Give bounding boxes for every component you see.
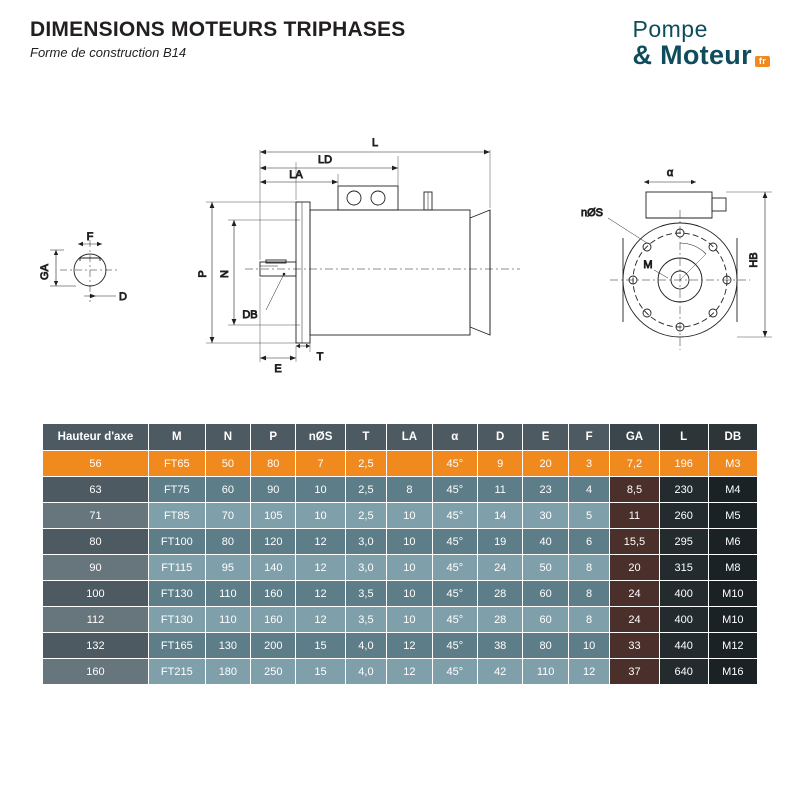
table-cell: 10 <box>387 529 432 555</box>
table-cell: 19 <box>478 529 523 555</box>
col-d: D <box>478 424 523 451</box>
table-cell: 38 <box>478 633 523 659</box>
table-cell: 3 <box>568 451 610 477</box>
table-cell: M10 <box>708 607 757 633</box>
table-header-row <box>43 424 758 451</box>
table-cell: 45° <box>432 477 477 503</box>
table-cell: M5 <box>708 503 757 529</box>
table-cell: 11 <box>478 477 523 503</box>
table-cell: 8 <box>568 555 610 581</box>
table-cell: 45° <box>432 659 477 685</box>
logo-line-1: Pompe <box>632 16 708 42</box>
table-row <box>43 633 758 659</box>
table-cell: 110 <box>523 659 568 685</box>
table-cell: 10 <box>387 503 432 529</box>
table-cell: FT100 <box>148 529 205 555</box>
table-cell: 640 <box>659 659 708 685</box>
table-cell: FT165 <box>148 633 205 659</box>
table-row <box>43 581 758 607</box>
table-row <box>43 451 758 477</box>
table-cell: 140 <box>251 555 296 581</box>
table-cell: FT215 <box>148 659 205 685</box>
table-cell: 100 <box>43 581 149 607</box>
table-cell: FT115 <box>148 555 205 581</box>
table-cell: FT75 <box>148 477 205 503</box>
table-cell: M4 <box>708 477 757 503</box>
table-cell: 45° <box>432 555 477 581</box>
table-cell: 45° <box>432 451 477 477</box>
table-cell: 70 <box>205 503 250 529</box>
table-cell: 8,5 <box>610 477 659 503</box>
table-cell: 5 <box>568 503 610 529</box>
table-cell: 12 <box>387 633 432 659</box>
dimensions-table-wrapper <box>42 423 758 685</box>
table-cell: 12 <box>387 659 432 685</box>
table-cell: 4,0 <box>345 633 387 659</box>
table-cell: 2,5 <box>345 503 387 529</box>
table-cell: 315 <box>659 555 708 581</box>
col-hauteur-daxe: Hauteur d'axe <box>43 424 149 451</box>
table-cell: 28 <box>478 581 523 607</box>
col-db: DB <box>708 424 757 451</box>
table-cell: FT130 <box>148 581 205 607</box>
table-cell: 160 <box>251 607 296 633</box>
label-e: E <box>274 363 282 375</box>
table-cell: 24 <box>610 607 659 633</box>
table-cell: 20 <box>610 555 659 581</box>
table-row <box>43 529 758 555</box>
table-cell: 400 <box>659 607 708 633</box>
label-d-left: D <box>119 291 127 303</box>
table-cell: 3,5 <box>345 581 387 607</box>
table-cell: 80 <box>251 451 296 477</box>
table-cell: 95 <box>205 555 250 581</box>
table-cell: M12 <box>708 633 757 659</box>
col-f: F <box>568 424 610 451</box>
table-cell: 80 <box>43 529 149 555</box>
table-cell: 130 <box>205 633 250 659</box>
table-row <box>43 477 758 503</box>
table-cell: 3,5 <box>345 607 387 633</box>
table-cell: 80 <box>205 529 250 555</box>
table-cell: 2,5 <box>345 477 387 503</box>
page-header <box>30 18 770 88</box>
table-cell: 10 <box>387 581 432 607</box>
col-t: T <box>345 424 387 451</box>
logo-line-2 <box>632 42 770 69</box>
page-subtitle: Forme de construction B14 <box>30 45 187 61</box>
table-cell: 56 <box>43 451 149 477</box>
label-t: T <box>316 351 324 363</box>
table-cell: 20 <box>523 451 568 477</box>
table-cell: 12 <box>296 529 345 555</box>
table-cell: 105 <box>251 503 296 529</box>
table-cell: 7 <box>296 451 345 477</box>
table-cell: 15 <box>296 633 345 659</box>
shaft-section-view <box>50 240 120 302</box>
table-cell: M16 <box>708 659 757 685</box>
table-cell: 400 <box>659 581 708 607</box>
table-cell: M6 <box>708 529 757 555</box>
table-cell: 42 <box>478 659 523 685</box>
col-n: N <box>205 424 250 451</box>
label-la: LA <box>289 169 303 181</box>
table-cell: 260 <box>659 503 708 529</box>
table-row <box>43 607 758 633</box>
table-cell: FT130 <box>148 607 205 633</box>
logo-line-2-text: & Moteur <box>632 40 752 70</box>
dimensions-table <box>42 423 758 685</box>
label-f: F <box>86 231 94 243</box>
table-cell: 50 <box>523 555 568 581</box>
table-row <box>43 555 758 581</box>
label-ga-left: GA <box>39 264 51 280</box>
table-cell: 15,5 <box>610 529 659 555</box>
table-cell: 12 <box>568 659 610 685</box>
table-cell: 10 <box>296 503 345 529</box>
table-cell: M10 <box>708 581 757 607</box>
table-cell: 40 <box>523 529 568 555</box>
table-cell: 4 <box>568 477 610 503</box>
table-cell: 24 <box>610 581 659 607</box>
table-cell: 200 <box>251 633 296 659</box>
label-m: M <box>643 259 653 271</box>
table-cell: 2,5 <box>345 451 387 477</box>
table-cell: 12 <box>296 555 345 581</box>
table-cell: 440 <box>659 633 708 659</box>
motor-side-view <box>206 150 520 362</box>
table-row <box>43 503 758 529</box>
table-cell: 3,0 <box>345 555 387 581</box>
table-cell: 12 <box>296 581 345 607</box>
col-l: L <box>659 424 708 451</box>
table-cell: 28 <box>478 607 523 633</box>
table-cell: 4,0 <box>345 659 387 685</box>
table-cell: 60 <box>205 477 250 503</box>
col-alpha: α <box>432 424 477 451</box>
table-cell: 180 <box>205 659 250 685</box>
table-cell: 295 <box>659 529 708 555</box>
table-cell: 90 <box>43 555 149 581</box>
table-cell: 30 <box>523 503 568 529</box>
label-hb: HB <box>748 252 760 268</box>
table-row <box>43 659 758 685</box>
motor-dimension-diagram <box>20 110 780 400</box>
table-cell: 60 <box>523 607 568 633</box>
label-l: L <box>371 137 379 149</box>
label-ld: LD <box>317 154 333 166</box>
logo-fr-badge: fr <box>755 56 770 67</box>
table-cell: M8 <box>708 555 757 581</box>
col-m: M <box>148 424 205 451</box>
table-cell: 10 <box>387 555 432 581</box>
label-alpha: α <box>666 167 674 179</box>
col-la: LA <box>387 424 432 451</box>
label-n: N <box>219 270 231 278</box>
col-ga: GA <box>610 424 659 451</box>
table-cell: 250 <box>251 659 296 685</box>
table-cell: 45° <box>432 633 477 659</box>
table-cell: FT65 <box>148 451 205 477</box>
col-e: E <box>523 424 568 451</box>
table-cell: 8 <box>387 477 432 503</box>
table-cell: 71 <box>43 503 149 529</box>
table-head <box>43 424 758 451</box>
label-db: DB <box>242 309 258 321</box>
table-cell: 3,0 <box>345 529 387 555</box>
table-cell: 12 <box>296 607 345 633</box>
table-cell: 33 <box>610 633 659 659</box>
table-cell <box>387 451 432 477</box>
table-cell: 110 <box>205 581 250 607</box>
table-cell: 196 <box>659 451 708 477</box>
table-cell: 90 <box>251 477 296 503</box>
table-cell: 110 <box>205 607 250 633</box>
table-cell: M3 <box>708 451 757 477</box>
table-cell: 80 <box>523 633 568 659</box>
table-cell: FT85 <box>148 503 205 529</box>
table-cell: 45° <box>432 607 477 633</box>
page-title: DIMENSIONS MOTEURS TRIPHASES <box>30 18 406 41</box>
brand-logo <box>632 18 770 69</box>
table-cell: 11 <box>610 503 659 529</box>
table-cell: 6 <box>568 529 610 555</box>
table-cell: 7,2 <box>610 451 659 477</box>
table-cell: 15 <box>296 659 345 685</box>
table-cell: 10 <box>387 607 432 633</box>
table-cell: 63 <box>43 477 149 503</box>
table-cell: 160 <box>43 659 149 685</box>
table-cell: 37 <box>610 659 659 685</box>
table-cell: 112 <box>43 607 149 633</box>
table-cell: 8 <box>568 581 610 607</box>
table-cell: 50 <box>205 451 250 477</box>
table-cell: 160 <box>251 581 296 607</box>
table-cell: 8 <box>568 607 610 633</box>
label-nos: nØS <box>580 207 604 219</box>
table-cell: 120 <box>251 529 296 555</box>
table-cell: 45° <box>432 529 477 555</box>
table-body <box>43 451 758 685</box>
technical-drawing <box>20 110 780 400</box>
table-cell: 132 <box>43 633 149 659</box>
table-cell: 60 <box>523 581 568 607</box>
table-cell: 10 <box>568 633 610 659</box>
table-cell: 24 <box>478 555 523 581</box>
table-cell: 23 <box>523 477 568 503</box>
label-p: P <box>197 270 209 278</box>
table-cell: 45° <box>432 581 477 607</box>
col-nos: nØS <box>296 424 345 451</box>
table-cell: 10 <box>296 477 345 503</box>
table-cell: 230 <box>659 477 708 503</box>
col-p: P <box>251 424 296 451</box>
table-cell: 14 <box>478 503 523 529</box>
table-cell: 9 <box>478 451 523 477</box>
table-cell: 45° <box>432 503 477 529</box>
